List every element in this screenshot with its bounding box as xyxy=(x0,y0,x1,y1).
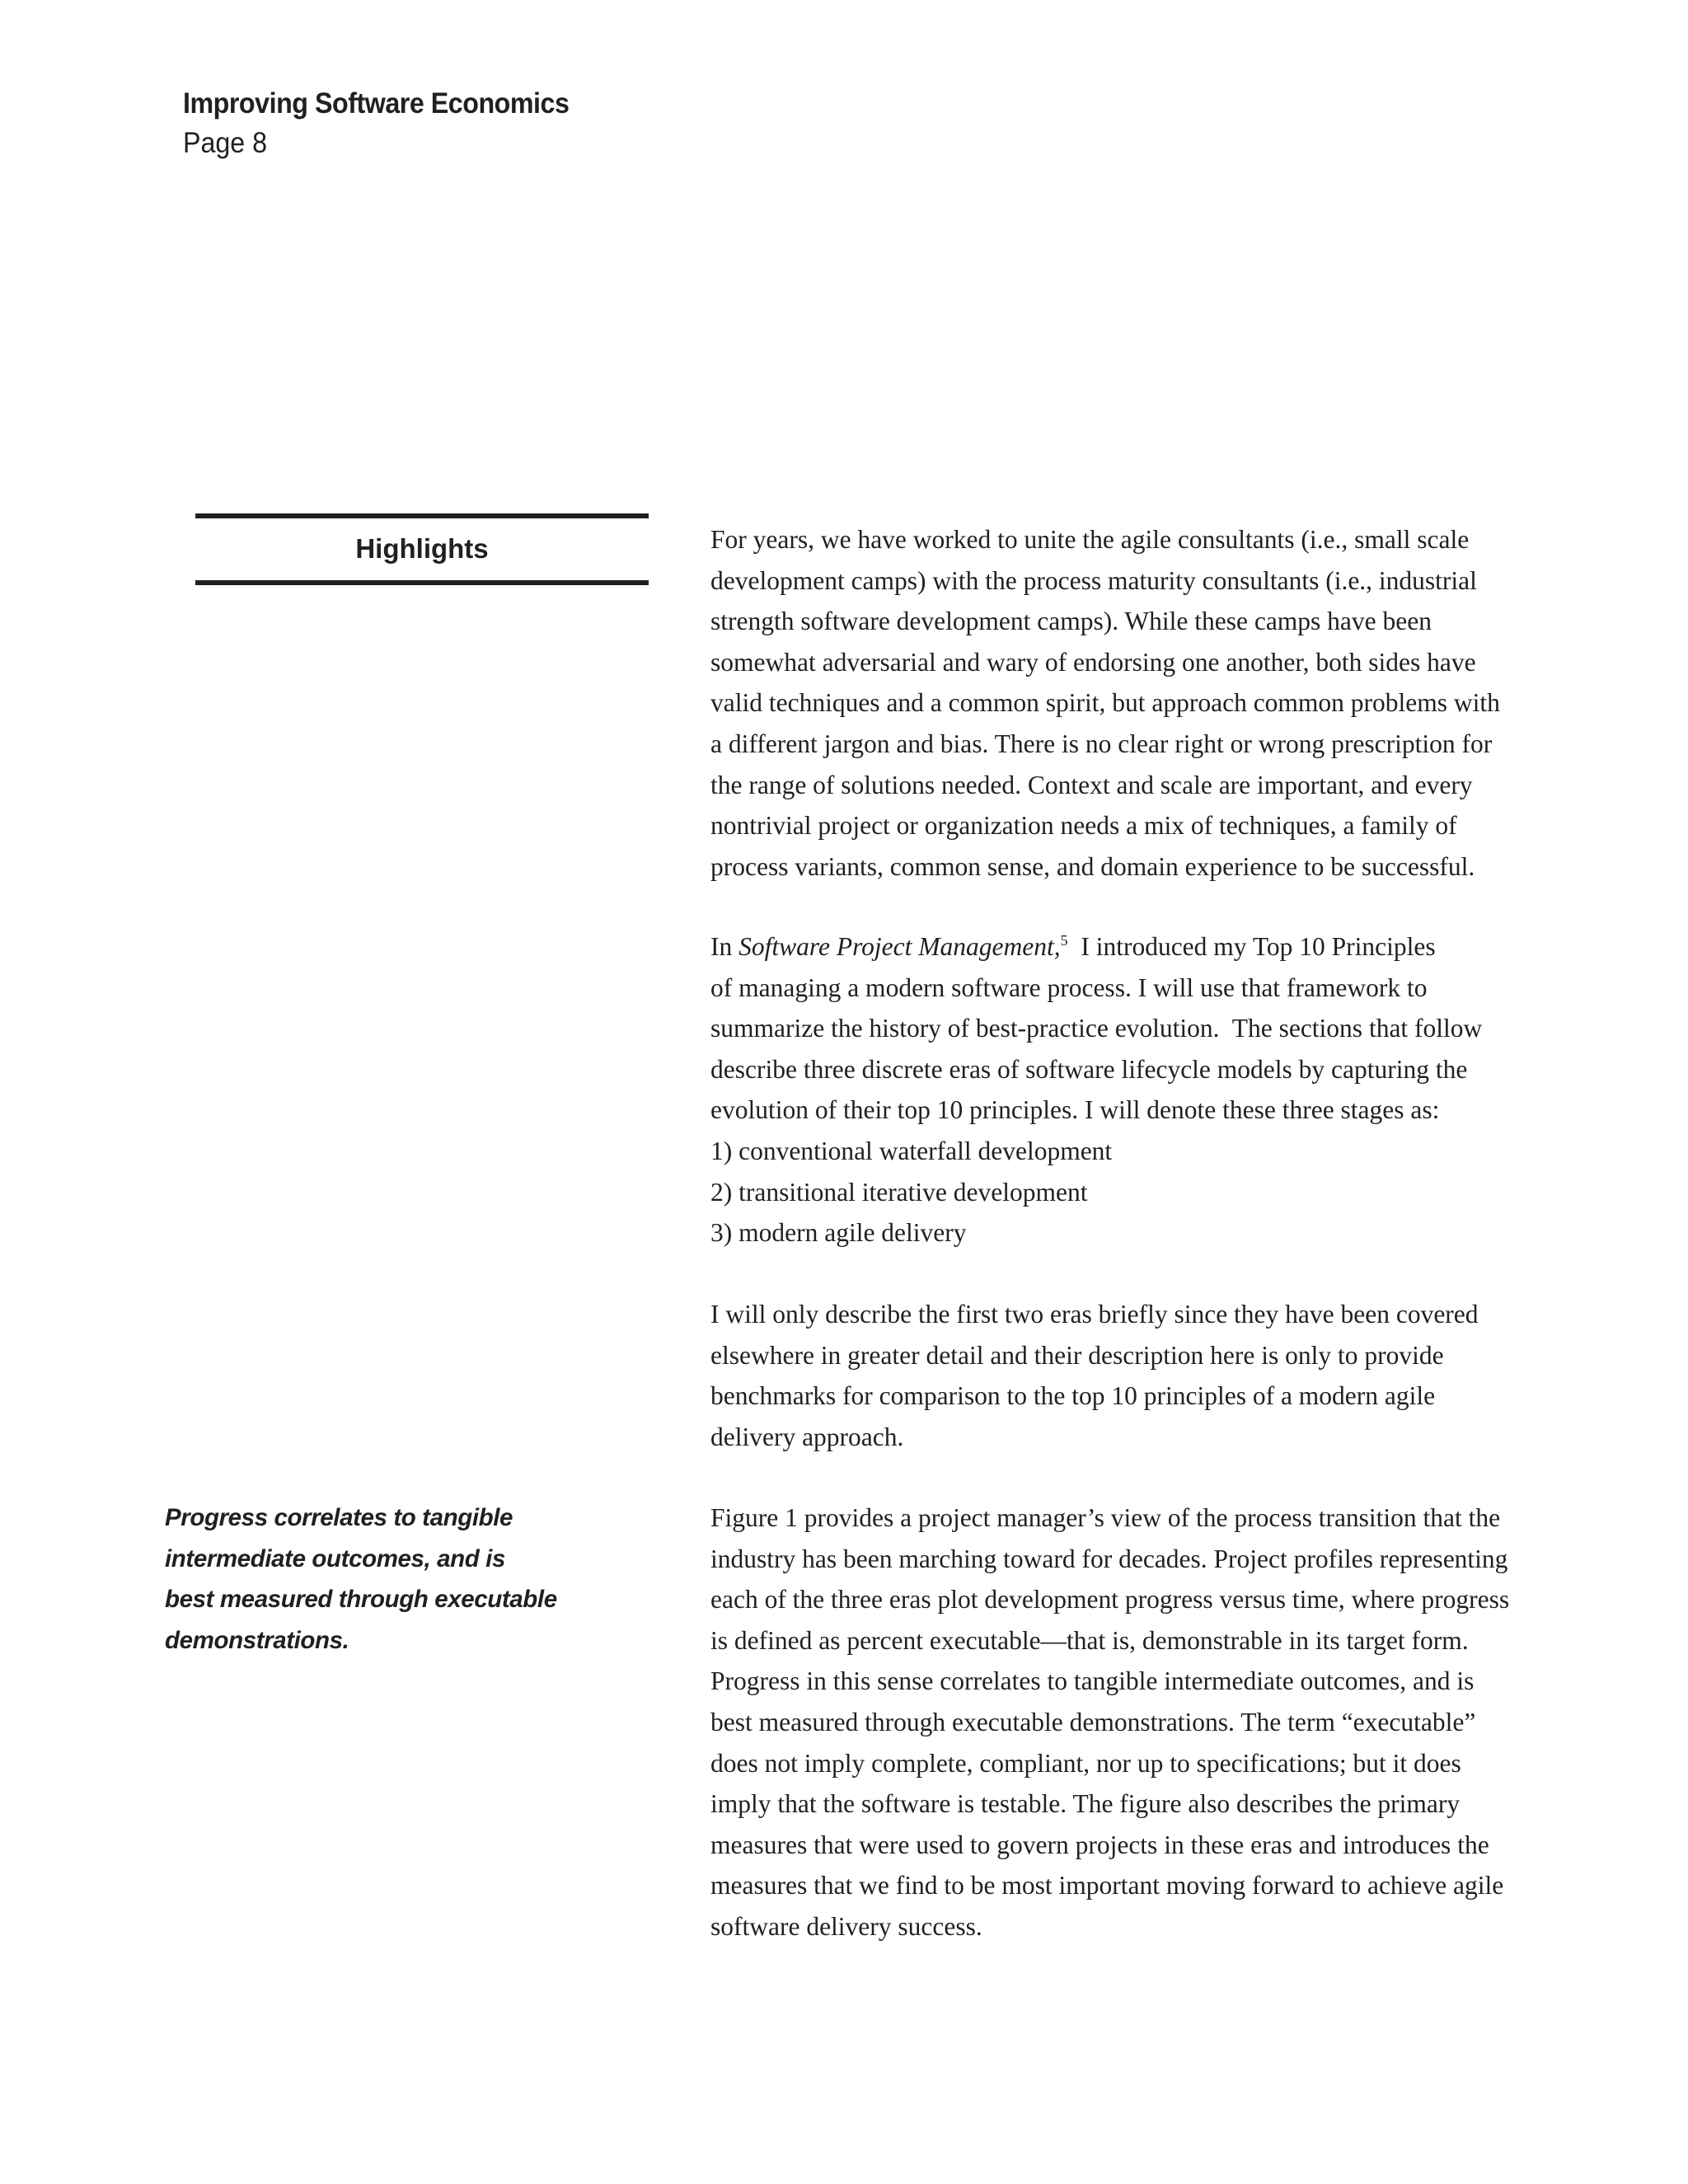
paragraph-line: imply that the software is testable. The figure also describes the primary xyxy=(710,1789,1461,1819)
highlights-rule-bottom xyxy=(195,580,649,585)
text-run: In xyxy=(710,932,739,961)
pull-quote-line: Progress correlates to tangible xyxy=(165,1504,513,1531)
paragraph-line: summarize the history of best-practice evolution. The sections that follow xyxy=(710,1014,1483,1043)
footnote-marker: 5 xyxy=(1060,932,1068,949)
list-item: 2) transitional iterative development xyxy=(710,1177,1088,1207)
list-item: 3) modern agile delivery xyxy=(710,1218,967,1248)
document-title: Improving Software Economics xyxy=(183,87,570,120)
paragraph-line: is defined as percent executable—that is, demonstrable in its target form. xyxy=(710,1625,1469,1655)
sidebar-pull-quote xyxy=(165,1497,659,1661)
paragraph-line: strength software development camps). While these camps have been xyxy=(710,607,1432,636)
paragraph-line: of managing a modern software process. I will use that framework to xyxy=(710,972,1428,1002)
body-paragraph-4 xyxy=(710,1497,1650,1947)
body-paragraph-3 xyxy=(710,1294,1650,1457)
pull-quote-line: intermediate outcomes, and is xyxy=(165,1544,505,1572)
paragraph-line: Figure 1 provides a project manager’s view of the process transition that the xyxy=(710,1503,1501,1532)
paragraph-line: evolution of their top 10 principles. I will denote these three stages as: xyxy=(710,1095,1440,1125)
paragraph-line: benchmarks for comparison to the top 10 principles of a modern agile xyxy=(710,1381,1436,1411)
paragraph-line: best measured through executable demonstrations. The term “executable” xyxy=(710,1707,1476,1736)
pull-quote-line: best measured through executable xyxy=(165,1586,557,1613)
paragraph-line: industry has been marching toward for decades. Project profiles representing xyxy=(710,1544,1508,1573)
paragraph-line: delivery approach. xyxy=(710,1422,904,1451)
paragraph-line: elsewhere in greater detail and their description here is only to provide xyxy=(710,1340,1444,1370)
highlights-heading: Highlights xyxy=(355,533,489,564)
paragraph-line: somewhat adversarial and wary of endorsing one another, both sides have xyxy=(710,647,1476,677)
body-paragraph-1 xyxy=(710,519,1650,887)
body-paragraph-2 xyxy=(710,926,1650,1254)
highlights-rule-top xyxy=(195,513,649,518)
pull-quote-line: demonstrations. xyxy=(165,1626,349,1654)
paragraph-line: development camps) with the process maturity consultants (i.e., industrial xyxy=(710,565,1477,595)
paragraph-line: I will only describe the first two eras briefly since they have been covered xyxy=(710,1300,1479,1329)
text-run: I introduced my Top 10 Principles xyxy=(1067,932,1436,961)
paragraph-line: measures that we find to be most important moving forward to achieve agile xyxy=(710,1871,1504,1900)
page-number: Page 8 xyxy=(183,127,268,159)
list-item: 1) conventional waterfall development xyxy=(710,1136,1113,1165)
paragraph-line: valid techniques and a common spirit, but approach common problems with xyxy=(710,688,1500,718)
paragraph-line: does not imply complete, compliant, nor up to specifications; but it does xyxy=(710,1748,1461,1778)
paragraph-line: Progress in this sense correlates to tangible intermediate outcomes, and is xyxy=(710,1666,1475,1696)
paragraph-line: measures that were used to govern projects in these eras and introduces the xyxy=(710,1830,1489,1859)
paragraph-line: nontrivial project or organization needs a mix of techniques, a family of xyxy=(710,811,1457,841)
paragraph-line: a different jargon and bias. There is no clear right or wrong prescription for xyxy=(710,729,1493,758)
book-title-citation: Software Project Management, xyxy=(738,932,1061,961)
paragraph-line: For years, we have worked to unite the agile consultants (i.e., small scale xyxy=(710,525,1470,554)
paragraph-line: the range of solutions needed. Context and scale are important, and every xyxy=(710,770,1473,799)
paragraph-line: process variants, common sense, and domain experience to be successful. xyxy=(710,851,1475,881)
paragraph-line: each of the three eras plot development progress versus time, where progress xyxy=(710,1585,1510,1615)
paragraph-line: software delivery success. xyxy=(710,1911,982,1941)
paragraph-line: describe three discrete eras of software lifecycle models by capturing the xyxy=(710,1054,1468,1084)
paragraph-line-first xyxy=(710,926,1650,968)
